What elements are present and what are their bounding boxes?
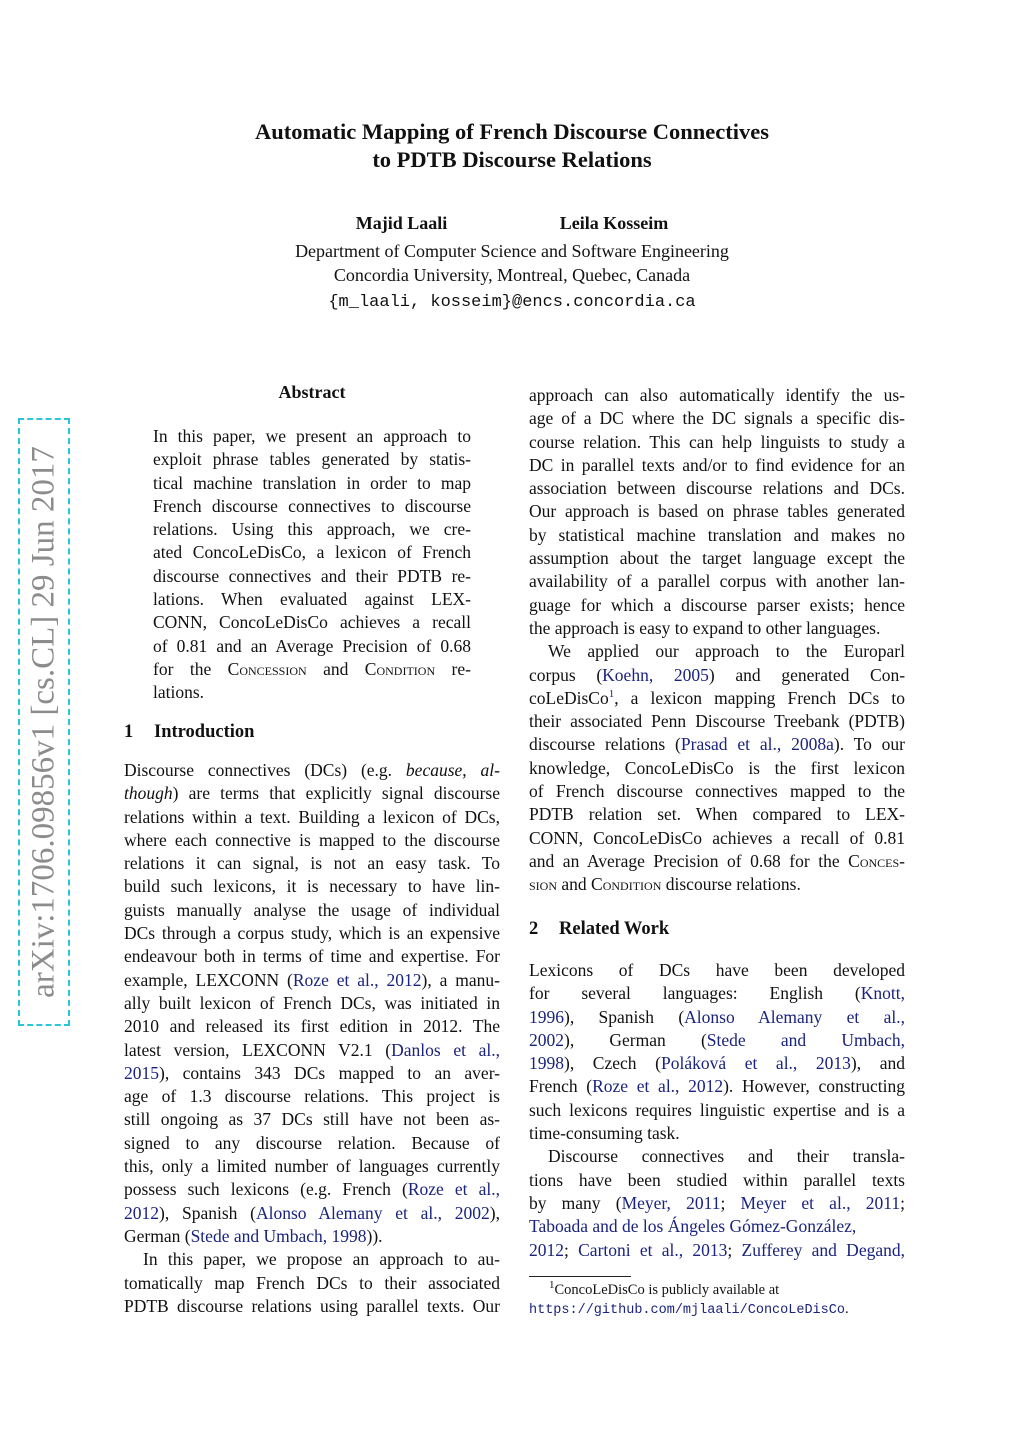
citation-link[interactable]: 2012 <box>529 1239 564 1260</box>
abstract-line: exploit phrase tables generated by statis- <box>153 449 471 470</box>
citation-link[interactable]: Zufferey and Degand, <box>741 1239 905 1260</box>
text-line: age of a DC where the DC signals a specific dis- <box>529 408 905 429</box>
footnote-url-link[interactable]: https://github.com/mjlaali/ConcoLeDisCo <box>529 1303 845 1318</box>
text-line: guists manually analyse the usage of individual <box>124 899 500 920</box>
title-line-1: Automatic Mapping of French Discourse Connectives <box>255 119 769 144</box>
text-line: sion and Condition discourse relations. <box>529 874 801 895</box>
text-line: DC in parallel texts and/or to find evidence for an <box>529 454 905 475</box>
text-line: In this paper, we propose an approach to au- <box>143 1249 500 1270</box>
text-line: signed to any discourse relation. Because of <box>124 1132 500 1153</box>
citation-link[interactable]: Stede and Umbach, <box>706 1029 905 1050</box>
text-line: such lexicons requires linguistic expertise and is a <box>529 1099 905 1120</box>
text-line: possess such lexicons (e.g. French (Roze et al., <box>124 1179 500 1200</box>
section-number: 1 <box>124 722 134 742</box>
paper-title <box>0 118 1024 174</box>
abstract-line: CONN, ConcoLeDisCo achieves a recall <box>153 612 471 633</box>
condition-term: Condition <box>364 658 436 679</box>
citation-link[interactable]: Taboada and de los Ángeles Gómez-González, <box>529 1216 857 1237</box>
abstract-line: discourse connectives and their PDTB re- <box>153 565 471 586</box>
text-line: their associated Penn Discourse Treebank (PDTB) <box>529 711 905 732</box>
footnote-mark[interactable]: 1 <box>608 688 615 701</box>
abstract-heading: Abstract <box>278 382 346 402</box>
citation-link[interactable]: Alonso Alemany et al., 2002 <box>255 1202 490 1223</box>
citation-link[interactable]: Prasad et al., 2008a <box>680 734 834 755</box>
text-line: CONN, ConcoLeDisCo achieves a recall of 0.81 <box>529 827 905 848</box>
text-line: We applied our approach to the Europarl <box>548 641 905 662</box>
text-line: the approach is easy to expand to other languages. <box>529 617 881 638</box>
author-email[interactable] <box>0 288 1024 315</box>
text-line: this, only a limited number of languages currently <box>124 1156 500 1177</box>
author-names <box>0 213 1024 234</box>
abstract-line: relations. Using this approach, we cre- <box>153 519 471 540</box>
footnote <box>529 1281 905 1320</box>
text-line: age of 1.3 discourse relations. This project is <box>124 1086 500 1107</box>
section-title: Introduction <box>154 722 255 742</box>
text-line: assumption about the target language except the <box>529 548 905 569</box>
abstract-line: for the Concession and Condition re- <box>153 658 471 679</box>
text-line: of French discourse connectives mapped to the <box>529 781 905 802</box>
text-line: and an Average Precision of 0.68 for the Conces- <box>529 850 905 871</box>
citation-link[interactable]: 2012 <box>124 1202 159 1223</box>
text-line: though) are terms that explicitly signal discourse <box>124 783 500 804</box>
citation-link[interactable]: Roze et al., 2012 <box>592 1076 724 1097</box>
footnote-number: 1 <box>549 1279 555 1292</box>
abstract-line: French discourse connectives to discourse <box>153 495 471 516</box>
section-heading-introduction <box>124 722 500 743</box>
section-heading-related-work <box>529 919 905 940</box>
email-address[interactable]: {m_laali, kosseim}@encs.concordia.ca <box>328 293 696 312</box>
citation-link[interactable]: Roze et al., <box>407 1179 500 1200</box>
text-line: time-consuming task. <box>529 1123 680 1144</box>
text-line: association between discourse relations and DCs. <box>529 478 905 499</box>
footnote-url-line: https://github.com/mjlaali/ConcoLeDisCo. <box>529 1301 849 1318</box>
text-line: by many (Meyer, 2011; Meyer et al., 2011; <box>529 1192 905 1213</box>
citation-link[interactable]: Koehn, 2005 <box>602 664 709 685</box>
affiliation-univ: Concordia University, Montreal, Quebec, Canada <box>333 265 691 285</box>
citation-link[interactable]: Meyer, 2011 <box>621 1192 721 1213</box>
condition-term: Condition <box>591 874 662 895</box>
text-line: ally built lexicon of French DCs, was initiated in <box>124 992 500 1013</box>
author-1: Majid Laali <box>355 213 448 233</box>
text-line: French (Roze et al., 2012). However, constructing <box>529 1076 905 1097</box>
section-number: 2 <box>529 919 539 939</box>
concession-term: Conces- <box>848 850 905 871</box>
text-line: PDTB discourse relations using parallel texts. Our <box>124 1295 500 1316</box>
text-line: 2010 and released its first edition in 2012. The <box>124 1016 500 1037</box>
text-line: still ongoing as 37 DCs still have not been as- <box>124 1109 500 1130</box>
text-line: where each connective is mapped to the discourse <box>124 829 500 850</box>
footnote-line: $^1$ConcoLeDisCo is publicly available at <box>549 1279 780 1298</box>
text-line: Lexicons of DCs have been developed <box>529 960 905 980</box>
text-line: approach can also automatically identify the us- <box>529 385 905 405</box>
citation-link[interactable]: Stede and Umbach, 1998 <box>190 1225 367 1246</box>
text-line: 2002), German (Stede and Umbach, <box>529 1029 905 1050</box>
abstract-line: lations. When evaluated against LEX- <box>153 589 471 610</box>
text-line: course relation. This can help linguists to study a <box>529 431 905 452</box>
text-line: build such lexicons, it is necessary to have lin- <box>124 876 500 897</box>
text-line: Discourse connectives and their transla- <box>548 1146 905 1167</box>
footnote-rule <box>529 1276 631 1277</box>
citation-link[interactable]: Roze et al., 2012 <box>292 969 422 990</box>
text-line <box>529 1215 905 1238</box>
citation-link[interactable]: Meyer et al., 2011 <box>740 1192 901 1213</box>
abstract-line: of 0.81 and an Average Precision of 0.68 <box>153 635 471 656</box>
text-line: 1996), Spanish (Alonso Alemany et al., <box>529 1006 905 1027</box>
text-line: Discourse connectives (DCs) (e.g. because, al- <box>124 760 500 780</box>
arxiv-stamp[interactable] <box>18 418 70 1026</box>
text-line: discourse relations (Prasad et al., 2008a). To our <box>529 734 906 755</box>
text-line: PDTB relation set. When compared to LEX- <box>529 804 905 825</box>
concession-term: Concession <box>227 658 307 679</box>
related-work-body <box>529 959 905 1262</box>
introduction-body <box>124 759 500 1318</box>
text-line: 2015), contains 343 DCs mapped to an aver- <box>124 1062 500 1083</box>
text-line: relations it can signal, is not an easy task. To <box>124 853 500 874</box>
citation-link[interactable]: Cartoni et al., 2013 <box>578 1239 728 1260</box>
text-line: 2012; Cartoni et al., 2013; Zufferey and Degand, <box>529 1239 905 1260</box>
text-line: availability of a parallel corpus with another lan- <box>529 571 905 592</box>
citation-link[interactable]: 1996 <box>529 1006 564 1027</box>
section-title: Related Work <box>559 919 670 939</box>
text-line: knowledge, ConcoLeDisCo is the first lexicon <box>529 757 905 778</box>
text-line: corpus (Koehn, 2005) and generated Con- <box>529 664 906 685</box>
text-line: 2012), Spanish (Alonso Alemany et al., 2002), <box>124 1202 500 1223</box>
abstract-line: In this paper, we present an approach to <box>153 426 471 446</box>
author-2: Leila Kosseim <box>559 213 669 233</box>
citation-link[interactable]: Danlos et al., <box>391 1039 500 1060</box>
citation-link[interactable]: Alonso Alemany et al., <box>684 1006 905 1027</box>
text-line: tomatically map French DCs to their associated <box>124 1272 500 1293</box>
text-line: example, LEXCONN (Roze et al., 2012), a manu- <box>124 969 500 990</box>
text-line: DCs through a corpus study, which is an expensive <box>124 923 500 944</box>
text-line: relations within a text. Building a lexicon of DCs, <box>124 806 500 827</box>
abstract-line: tical machine translation in order to map <box>153 472 471 493</box>
abstract-line: ated ConcoLeDisCo, a lexicon of French <box>153 542 471 563</box>
text-line: endeavour both in terms of time and expertise. For <box>124 946 500 967</box>
title-line-2: to PDTB Discourse Relations <box>372 147 652 172</box>
text-line: German (Stede and Umbach, 1998)). <box>124 1225 383 1246</box>
citation-link[interactable]: 2015 <box>124 1062 159 1083</box>
affiliation-dept: Department of Computer Science and Software Engineering <box>295 241 729 261</box>
text-line: coLeDisCo$^1$, a lexicon mapping French DCs to <box>529 687 905 708</box>
citation-link[interactable]: 1998 <box>529 1053 564 1074</box>
introduction-continued <box>529 384 905 897</box>
text-line: 1998), Czech (Poláková et al., 2013), and <box>529 1053 905 1074</box>
text-line: latest version, LEXCONN V2.1 (Danlos et al., <box>124 1039 500 1060</box>
citation-link[interactable]: Poláková et al., 2013 <box>660 1053 851 1074</box>
abstract-line: lations. <box>153 682 205 703</box>
text-line: Our approach is based on phrase tables generated <box>529 501 905 522</box>
citation-link[interactable]: Knott, <box>860 983 905 1004</box>
text-line: tions have been studied within parallel texts <box>529 1169 905 1190</box>
arxiv-id[interactable]: arXiv:1706.09856v1 [cs.CL] 29 Jun 2017 <box>25 446 62 998</box>
text-line: for several languages: English (Knott, <box>529 983 905 1004</box>
text-line: guage for which a discourse parser exists; hence <box>529 594 905 615</box>
abstract-body <box>153 425 471 705</box>
citation-link[interactable]: 2002 <box>529 1029 564 1050</box>
text-line: by statistical machine translation and makes no <box>529 524 905 545</box>
